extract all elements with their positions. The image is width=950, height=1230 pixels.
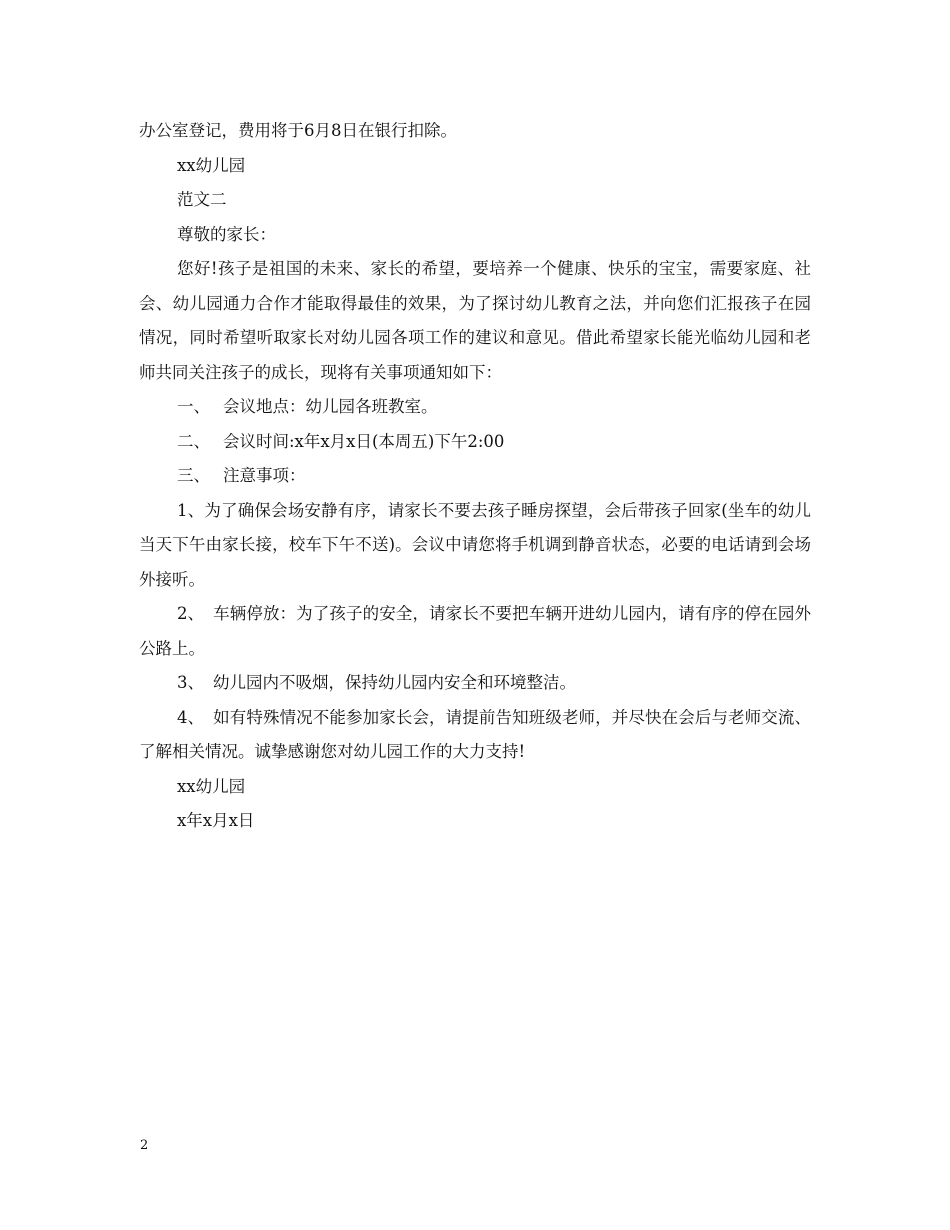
note-number: 4、 (177, 707, 204, 727)
note-number: 3、 (177, 673, 204, 692)
closing-date: x年x月x日 (177, 811, 255, 830)
note-text: 幼儿园内不吸烟，保持幼儿园内安全和环境整洁。 (213, 673, 576, 692)
item-number: 二、 (177, 431, 210, 451)
item-number: 三、 (177, 466, 210, 485)
note-4 (139, 701, 811, 770)
note-2 (139, 597, 811, 666)
item-meeting-time (139, 425, 811, 460)
note-text: 如有特殊情况不能参加家长会，请提前告知班级老师，并尽快在会后与老师交流、了解相关情况。诚挚感谢您对幼儿园工作的大力支持! (139, 707, 811, 761)
item-number: 一、 (177, 397, 210, 416)
document-body (139, 114, 811, 839)
continuation-line: 办公室登记，费用将于6月8日在银行扣除。 (139, 121, 457, 140)
item-text: 会议地点：幼儿园各班教室。 (223, 397, 438, 416)
note-3 (139, 666, 811, 701)
item-notes-heading (139, 459, 811, 494)
item-text: 注意事项： (223, 466, 306, 485)
closing-signature: xx幼儿园 (177, 776, 246, 796)
note-number: 2、 (177, 604, 204, 623)
salutation: 尊敬的家长： (177, 224, 276, 244)
sample-title: 范文二 (177, 190, 227, 209)
item-text: 会议时间:x年x月x日(本周五)下午2:00 (223, 431, 505, 451)
intro-paragraph: 您好!孩子是祖国的未来、家长的希望，要培养一个健康、快乐的宝宝，需要家庭、社会、幼儿园通力合作才能取得最佳的效果，为了探讨幼儿教育之法，并向您们汇报孩子在园情况，同时希望听取家长对幼儿园各项工作的建议和意见。借此希望家长能光临幼儿园和老师共同关注孩子的成长，现将有关事项通知如下： (139, 259, 811, 382)
note-1: 1、为了确保会场安静有序，请家长不要去孩子睡房探望，会后带孩子回家(坐车的幼儿当天下午由家长接，校车下午不送)。会议中请您将手机调到静音状态，必要的电话请到会场外接听。 (139, 500, 811, 589)
kindergarten-signature: xx幼儿园 (177, 155, 246, 175)
note-text: 车辆停放：为了孩子的安全，请家长不要把车辆开进幼儿园内，请有序的停在园外公路上。 (139, 604, 811, 658)
page-number: 2 (140, 1138, 149, 1153)
item-meeting-location (139, 390, 811, 425)
